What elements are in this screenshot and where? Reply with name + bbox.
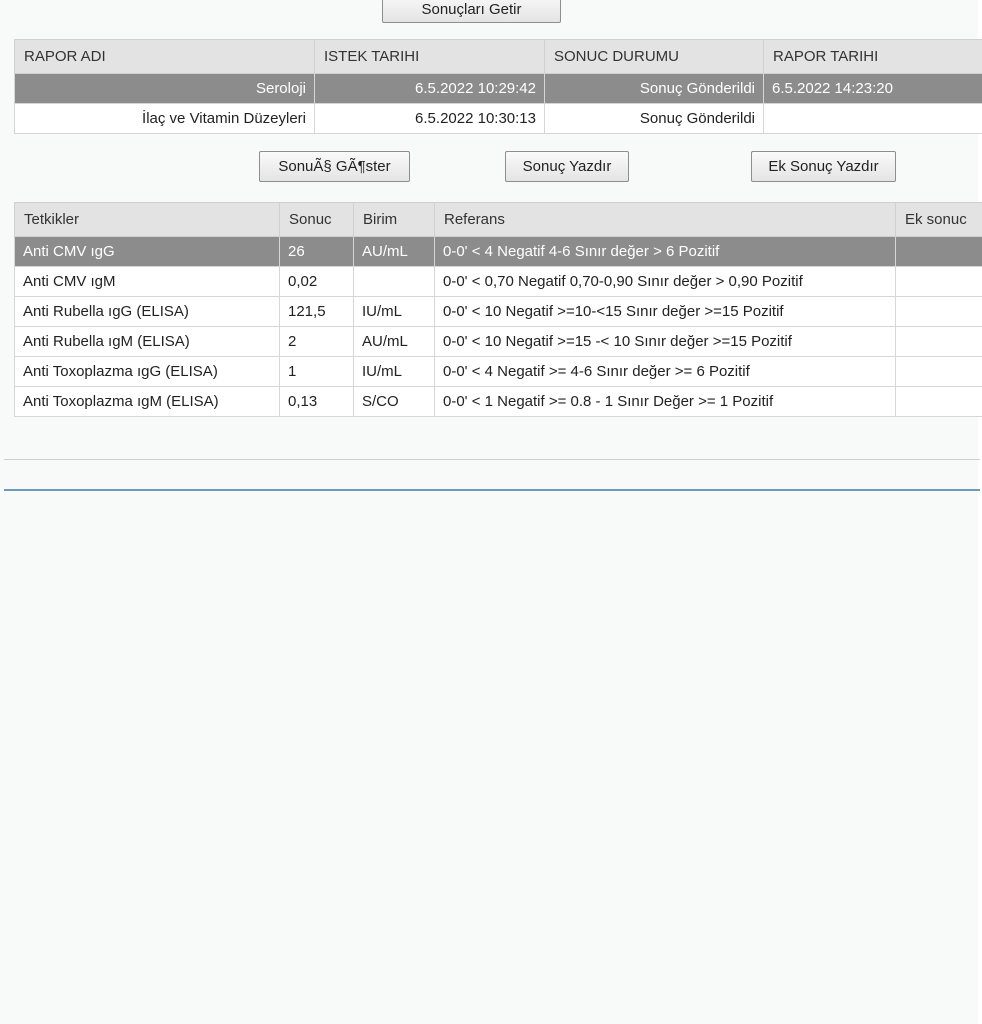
tests-header-row	[15, 203, 982, 237]
column-header-report-date[interactable]: RAPOR TARIHI	[764, 40, 982, 74]
print-extra-result-button[interactable]: Ek Sonuç Yazdır	[751, 151, 896, 182]
test-reference-cell: 0-0' < 10 Negatif >=10-<15 Sınır değer >=15 Pozitif	[435, 297, 896, 327]
test-unit-cell: IU/mL	[354, 357, 435, 387]
panel-divider	[4, 489, 980, 491]
report-date-cell	[764, 104, 982, 134]
test-row[interactable]	[15, 357, 982, 387]
test-row[interactable]	[15, 267, 982, 297]
test-name-cell: Anti Rubella ıgG (ELISA)	[15, 297, 280, 327]
column-header-test[interactable]: Tetkikler	[15, 203, 280, 237]
test-extra-cell	[896, 267, 982, 297]
request-date-cell: 6.5.2022 10:30:13	[315, 104, 545, 134]
status-cell: Sonuç Gönderildi	[545, 104, 764, 134]
report-header-row	[15, 40, 982, 74]
fetch-results-button[interactable]: Sonuçları Getir	[382, 0, 561, 23]
test-extra-cell	[896, 357, 982, 387]
report-date-cell: 6.5.2022 14:23:20	[764, 74, 982, 104]
print-result-button[interactable]: Sonuç Yazdır	[505, 151, 629, 182]
tests-table	[14, 202, 982, 417]
column-header-result-status[interactable]: SONUC DURUMU	[545, 40, 764, 74]
test-row[interactable]	[15, 297, 982, 327]
test-row[interactable]	[15, 237, 982, 267]
request-date-cell: 6.5.2022 10:29:42	[315, 74, 545, 104]
test-name-cell: Anti CMV ıgG	[15, 237, 280, 267]
column-header-reference[interactable]: Referans	[435, 203, 896, 237]
test-name-cell: Anti CMV ıgM	[15, 267, 280, 297]
test-unit-cell	[354, 267, 435, 297]
test-unit-cell: IU/mL	[354, 297, 435, 327]
show-result-button[interactable]: SonuÃ§ GÃ¶ster	[259, 151, 410, 182]
test-result-cell: 0,02	[280, 267, 354, 297]
test-result-cell: 121,5	[280, 297, 354, 327]
report-name-cell: Seroloji	[15, 74, 315, 104]
test-extra-cell	[896, 327, 982, 357]
test-result-cell: 0,13	[280, 387, 354, 417]
test-name-cell: Anti Toxoplazma ıgG (ELISA)	[15, 357, 280, 387]
test-extra-cell	[896, 297, 982, 327]
test-row[interactable]	[15, 327, 982, 357]
test-reference-cell: 0-0' < 1 Negatif >= 0.8 - 1 Sınır Değer >= 1 Pozitif	[435, 387, 896, 417]
report-row[interactable]	[15, 104, 982, 134]
column-header-unit[interactable]: Birim	[354, 203, 435, 237]
test-reference-cell: 0-0' < 10 Negatif >=15 -< 10 Sınır değer >=15 Pozitif	[435, 327, 896, 357]
test-reference-cell: 0-0' < 4 Negatif >= 4-6 Sınır değer >= 6 Pozitif	[435, 357, 896, 387]
section-divider	[4, 459, 980, 460]
report-table	[14, 39, 982, 134]
test-result-cell: 2	[280, 327, 354, 357]
test-name-cell: Anti Rubella ıgM (ELISA)	[15, 327, 280, 357]
test-unit-cell: AU/mL	[354, 327, 435, 357]
column-header-result[interactable]: Sonuc	[280, 203, 354, 237]
test-reference-cell: 0-0' < 0,70 Negatif 0,70-0,90 Sınır değer > 0,90 Pozitif	[435, 267, 896, 297]
test-result-cell: 1	[280, 357, 354, 387]
test-unit-cell: S/CO	[354, 387, 435, 417]
test-result-cell: 26	[280, 237, 354, 267]
status-cell: Sonuç Gönderildi	[545, 74, 764, 104]
column-header-report-name[interactable]: RAPOR ADI	[15, 40, 315, 74]
report-name-cell: İlaç ve Vitamin Düzeyleri	[15, 104, 315, 134]
test-row[interactable]	[15, 387, 982, 417]
test-name-cell: Anti Toxoplazma ıgM (ELISA)	[15, 387, 280, 417]
test-extra-cell	[896, 237, 982, 267]
test-unit-cell: AU/mL	[354, 237, 435, 267]
column-header-request-date[interactable]: ISTEK TARIHI	[315, 40, 545, 74]
test-extra-cell	[896, 387, 982, 417]
page-edge	[978, 0, 982, 1024]
report-row[interactable]	[15, 74, 982, 104]
column-header-extra-result[interactable]: Ek sonuc	[896, 203, 982, 237]
test-reference-cell: 0-0' < 4 Negatif 4-6 Sınır değer > 6 Pozitif	[435, 237, 896, 267]
